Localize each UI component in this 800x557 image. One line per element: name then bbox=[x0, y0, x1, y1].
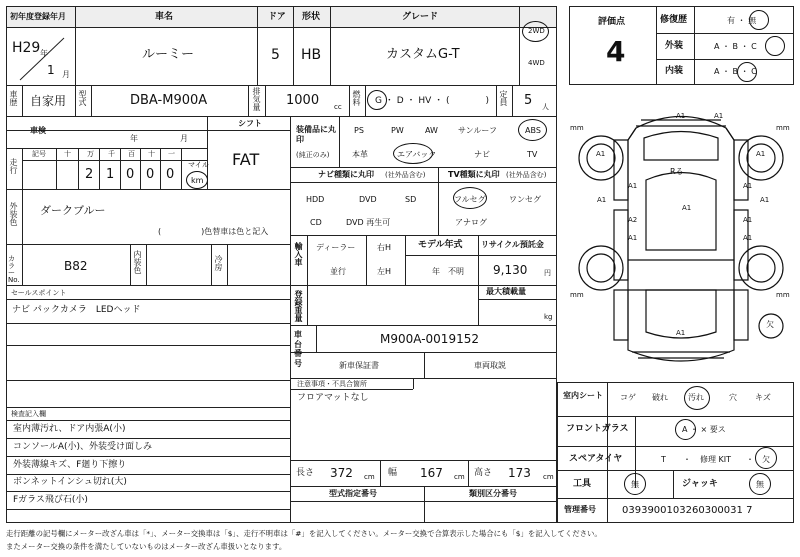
tire-mm-fl-l: mm bbox=[570, 124, 584, 132]
tire-mm-rl-l: mm bbox=[570, 291, 584, 299]
mgmt-number: 0393900103260300031 7 bbox=[622, 505, 753, 516]
footer-note-2: またメーター交換の条件を満たしていないものはメーター改ざん車扱いとなります。 bbox=[6, 542, 287, 551]
chassis-number: M900A-0019152 bbox=[380, 332, 479, 346]
interior-options: A ・ B ・ C bbox=[714, 67, 757, 76]
damage-mark-8: A1 bbox=[682, 204, 692, 212]
fuel-gas-circle bbox=[367, 90, 387, 110]
interior-label: 内装 bbox=[665, 66, 684, 76]
first-reg-month: 1 bbox=[47, 63, 55, 77]
navi-cd: CD bbox=[310, 218, 322, 227]
import-right-h: 右H bbox=[377, 243, 392, 252]
jack-none-circle bbox=[749, 473, 771, 495]
height-unit: cm bbox=[543, 473, 554, 481]
equip-navi: ナビ bbox=[474, 150, 490, 159]
score-value: 4 bbox=[606, 35, 626, 68]
tv-oneseg: ワンセグ bbox=[509, 195, 541, 204]
sheet-item-burn: コゲ bbox=[620, 393, 636, 402]
mgmt-number-label: 管理番号 bbox=[564, 505, 596, 514]
usage: 自家用 bbox=[30, 94, 67, 108]
equip-leather: 本革 bbox=[352, 150, 368, 159]
digit-h3: 百 bbox=[128, 150, 135, 158]
digit-1: 1 bbox=[106, 167, 115, 182]
damage-mark-2: A1 bbox=[714, 112, 724, 120]
damage-mark-12: A1 bbox=[628, 234, 638, 242]
windshield-label: フロントガラス bbox=[566, 424, 629, 434]
checker-line-3: 外装薄線キズ、F廻り下擦り bbox=[13, 460, 127, 470]
kg-unit: kg bbox=[544, 313, 553, 321]
max-load-label: 最大積載量 bbox=[486, 287, 526, 296]
capacity-unit: 人 bbox=[542, 103, 549, 111]
type-number-label: 型式指定番号 bbox=[329, 489, 377, 498]
drive-2wd: 2WD bbox=[528, 27, 545, 35]
jack-value: 無 bbox=[756, 480, 764, 489]
exterior-label: 外装 bbox=[665, 41, 684, 51]
spare-missing-circle bbox=[755, 447, 777, 469]
weight-reg-label: 登録重量 bbox=[294, 290, 303, 322]
car-damage-diagram bbox=[566, 100, 796, 380]
equip-ps: PS bbox=[354, 126, 364, 135]
digit-4: 0 bbox=[166, 167, 175, 182]
digit-h5: 一 bbox=[168, 150, 175, 158]
first-reg-label: 初年度登録年月 bbox=[10, 12, 66, 21]
repair-options: 有 ・ 無 bbox=[727, 16, 757, 25]
chassis-label: 車台番号 bbox=[294, 330, 302, 368]
digit-2: 0 bbox=[126, 167, 135, 182]
equip-pw: PW bbox=[391, 126, 404, 135]
class-number-label: 類別区分番号 bbox=[469, 489, 517, 498]
inspection-year-unit: 年 bbox=[130, 134, 138, 143]
shift-value: FAT bbox=[232, 150, 260, 169]
doors: 5 bbox=[271, 47, 280, 63]
cc-unit: cc bbox=[334, 103, 342, 111]
tools-value: 無 bbox=[631, 480, 639, 489]
repaint-note: ( )色替車は色と記入 bbox=[158, 227, 269, 236]
displacement: 1000 bbox=[286, 93, 320, 108]
damage-mark-7: A1 bbox=[597, 196, 607, 204]
grade: カスタムG-T bbox=[386, 47, 460, 62]
tire-mm-fr-r: mm bbox=[776, 124, 790, 132]
equip-sunroof: サンルーフ bbox=[458, 126, 497, 135]
digit-0: 2 bbox=[85, 167, 94, 182]
windshield-mark: Rる bbox=[670, 167, 684, 176]
navi-sub: (社外品含む) bbox=[385, 171, 426, 179]
airbag-circle bbox=[393, 143, 433, 164]
model: DBA-M900A bbox=[130, 93, 208, 108]
model-year-label: モデル年式 bbox=[418, 240, 463, 250]
mile-label: マイル bbox=[188, 161, 209, 169]
score-label: 評価点 bbox=[598, 17, 626, 27]
checker-line-4: ボンネットインシュ切れ(大) bbox=[13, 477, 127, 487]
km-label: km bbox=[191, 176, 204, 185]
tools-label: 工具 bbox=[573, 479, 592, 489]
damage-mark-9: A1 bbox=[760, 196, 770, 204]
warranty-label: 新車保証書 bbox=[339, 361, 379, 370]
length-unit: cm bbox=[364, 473, 375, 481]
interior-color-label: 内装色 bbox=[133, 250, 142, 274]
recycle-label: リサイクル預託金 bbox=[481, 240, 544, 249]
km-circle bbox=[186, 171, 208, 189]
tools-none-circle bbox=[624, 473, 646, 495]
fuel-options: G ・ D ・ HV ・ ( ) bbox=[375, 96, 490, 106]
displacement-label: 排気量 bbox=[252, 87, 261, 111]
interior-b-circle bbox=[737, 62, 757, 82]
width-value: 167 bbox=[420, 466, 443, 480]
height-label: 高さ bbox=[474, 468, 493, 478]
grade-label: グレード bbox=[402, 12, 439, 22]
navi-dvd: DVD bbox=[359, 195, 377, 204]
recycle-value: 9,130 bbox=[493, 263, 528, 277]
navi-dvd-play: DVD 再生可 bbox=[346, 218, 391, 227]
length-label: 長さ bbox=[296, 468, 315, 478]
drive-2wd-circle bbox=[522, 21, 549, 42]
dirt-circle bbox=[684, 386, 710, 410]
capacity: 5 bbox=[524, 93, 533, 108]
inspection-label: 車検 bbox=[30, 126, 46, 135]
drive-4wd: 4WD bbox=[528, 59, 545, 67]
equip-airbag: エアバック bbox=[397, 150, 437, 159]
exterior-c-circle bbox=[765, 36, 785, 56]
year-unit: 年 bbox=[40, 49, 48, 58]
damage-mark-11: A1 bbox=[743, 216, 753, 224]
first-reg-era: H29 bbox=[12, 40, 41, 56]
model-year-value: 年 不明 bbox=[432, 267, 464, 276]
windshield-options: A ・ × 要ス bbox=[682, 425, 726, 434]
height-value: 173 bbox=[508, 466, 531, 480]
spare-sep1: ・ bbox=[683, 455, 691, 464]
model-label: 型式 bbox=[78, 90, 87, 106]
abs-circle bbox=[518, 119, 547, 141]
damage-mark-6: A1 bbox=[743, 182, 753, 190]
tv-sub: (社外品含む) bbox=[506, 171, 547, 179]
checker-line-1: 室内薄汚れ、ドア内張A(小) bbox=[13, 424, 126, 434]
jack-label: ジャッキ bbox=[682, 479, 718, 489]
equip-aw: AW bbox=[425, 126, 438, 135]
fullseg-circle bbox=[453, 187, 487, 209]
sales-point-label: セールスポイント bbox=[11, 289, 67, 297]
mark-label: 記号 bbox=[32, 150, 46, 158]
checker-line-2: コンソールA(小)、外装受け面しみ bbox=[13, 442, 153, 452]
color-label: 外装色 bbox=[9, 202, 18, 226]
equipment-label: 装備品に丸印 bbox=[296, 125, 336, 145]
digit-3: 0 bbox=[146, 167, 155, 182]
ac-label: 冷房 bbox=[214, 255, 223, 271]
import-label: 輸入車 bbox=[294, 242, 303, 266]
shape: HB bbox=[301, 47, 322, 63]
repair-label: 修復歴 bbox=[660, 15, 688, 25]
windshield-a-circle bbox=[675, 419, 696, 440]
missing-mark: 欠 bbox=[766, 320, 774, 329]
damage-mark-10: A2 bbox=[628, 216, 638, 224]
damage-mark-13: A1 bbox=[743, 234, 753, 242]
tire-mm-rr-r: mm bbox=[776, 291, 790, 299]
shift-label: シフト bbox=[238, 119, 262, 128]
damage-mark-3: A1 bbox=[596, 150, 606, 158]
color-no: B82 bbox=[64, 259, 88, 273]
spare-sep2: ・ bbox=[746, 455, 754, 464]
repair-none-circle bbox=[749, 10, 769, 30]
damage-mark-14: A1 bbox=[676, 329, 686, 337]
door-label: ドア bbox=[268, 12, 286, 22]
inspection-month-unit: 月 bbox=[180, 134, 188, 143]
equip-tv: TV bbox=[527, 150, 538, 159]
tv-fullseg: フルセグ bbox=[454, 195, 486, 204]
damage-mark-4: A1 bbox=[756, 150, 766, 158]
sheet-item-dirt: 汚れ bbox=[688, 393, 704, 402]
digit-h4: 十 bbox=[148, 150, 155, 158]
digit-h2: 千 bbox=[108, 150, 115, 158]
damage-mark-1: A1 bbox=[676, 112, 686, 120]
manual-label: 車両取説 bbox=[474, 361, 506, 370]
color-value: ダークブルー bbox=[40, 204, 106, 217]
import-left-h: 左H bbox=[377, 267, 392, 276]
width-label: 幅 bbox=[388, 468, 398, 478]
yen-unit: 円 bbox=[544, 269, 551, 277]
equip-abs: ABS bbox=[525, 126, 541, 135]
sheet-item-scratch: キズ bbox=[755, 393, 771, 402]
digit-h0: 十 bbox=[64, 150, 71, 158]
import-parallel: 並行 bbox=[330, 267, 346, 276]
capacity-label: 定員 bbox=[499, 90, 508, 106]
sheet-item-hole: 穴 bbox=[729, 393, 737, 402]
spare-missing: 欠 bbox=[762, 455, 770, 464]
width-unit: cm bbox=[454, 473, 465, 481]
month-unit: 月 bbox=[62, 70, 70, 79]
digit-h1: 万 bbox=[87, 150, 94, 158]
color-no-label: カラーNo. bbox=[8, 255, 20, 284]
navi-label: ナビ種類に丸印 bbox=[318, 170, 374, 179]
shape-label: 形状 bbox=[302, 12, 321, 22]
sales-point-text: ナビ パックカメラ LEDヘッド bbox=[12, 305, 141, 315]
navi-hdd: HDD bbox=[306, 195, 325, 204]
length-value: 372 bbox=[330, 466, 353, 480]
checker-line-5: Fガラス飛び石(小) bbox=[13, 495, 88, 505]
mileage-label: 走行 bbox=[9, 158, 18, 174]
tv-analog: アナログ bbox=[455, 218, 487, 227]
equipment-sublabel: (純正のみ) bbox=[296, 151, 330, 159]
car-name: ルーミー bbox=[142, 47, 195, 62]
exterior-options: A ・ B ・ C bbox=[714, 42, 757, 51]
notes-text: フロアマットなし bbox=[297, 393, 369, 403]
car-name-label: 車名 bbox=[155, 12, 174, 22]
spare-t: T bbox=[661, 455, 666, 464]
notes-label: 注意事項・不具合箇所 bbox=[297, 380, 367, 388]
fuel-label: 燃料 bbox=[352, 90, 361, 106]
spare-kit: 修理 KIT bbox=[700, 455, 732, 464]
tv-label: TV種類に丸印 bbox=[448, 170, 500, 179]
usage-label: 車歴 bbox=[9, 90, 18, 106]
sheet-item-tear: 破れ bbox=[652, 393, 668, 402]
navi-sd: SD bbox=[405, 195, 417, 204]
checker-label: 検査記入欄 bbox=[11, 410, 46, 418]
import-dealer: ディーラー bbox=[316, 243, 356, 252]
damage-mark-5: A1 bbox=[628, 182, 638, 190]
spare-tire-label: スペアタイヤ bbox=[569, 454, 623, 464]
interior-sheet-label: 室内シート bbox=[563, 391, 603, 400]
footer-note-1: 走行距離の記号欄にメーター改ざん車は「*」、メーター交換車は「$」、走行不明車は「#」を記入してください。メーター交換で合算表示した場合にも「$」を記入してください。 bbox=[6, 529, 602, 538]
